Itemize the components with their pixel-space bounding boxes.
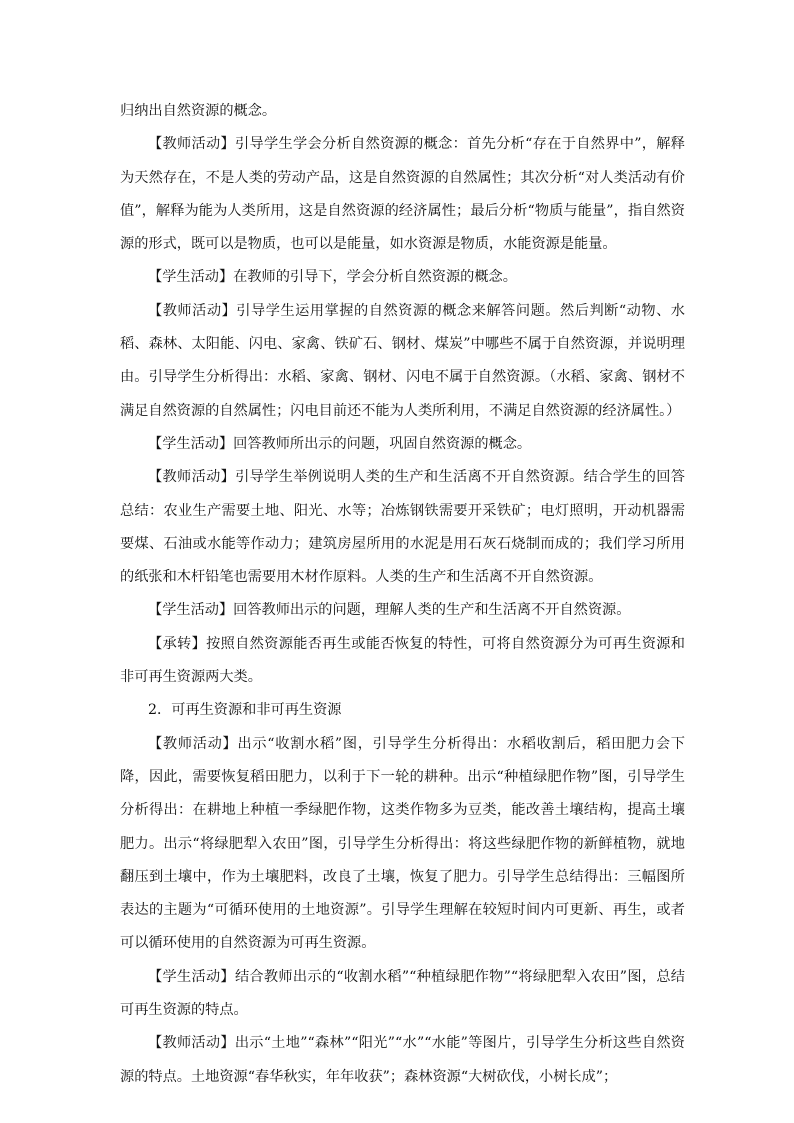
paragraph-11	[120, 961, 685, 1028]
paragraph-text: 回答教师所出示的问题，巩固自然资源的概念。	[233, 435, 532, 452]
paragraph-text: 回答教师出示的问题，理解人类的生产和生活离不开自然资源。	[233, 602, 631, 619]
paragraph-text: 归纳出自然资源的概念。	[120, 103, 277, 119]
activity-tag: 【学生活动】	[148, 435, 234, 452]
paragraph-1	[120, 95, 685, 128]
paragraph-text: 按照自然资源能否再生或能否恢复的特性，可将自然资源分为可再生资源和非可再生资源两大类。	[120, 635, 685, 686]
paragraph-3	[120, 261, 685, 294]
activity-tag: 【教师活动】	[148, 1035, 235, 1052]
paragraph-text: 引导学生举例说明人类的生产和生活离不开自然资源。结合学生的回答总结：农业生产需要土地、阳光、水等；冶炼钢铁需要开采铁矿；电灯照明，开动机器需要煤、石油或水能等作动力；建筑房屋所用的水泥是用石灰石烧制而成的；我们学习所用的纸张和木杆铅笔也需要用木材作原料。人类的生产和生活离不开自然资源。	[120, 469, 685, 586]
activity-tag: 【教师活动】	[148, 735, 238, 752]
activity-tag: 【教师活动】	[148, 469, 236, 486]
paragraph-6	[120, 461, 685, 594]
document-body	[120, 95, 685, 1094]
activity-tag: 【教师活动】	[148, 302, 237, 319]
activity-tag: 【学生活动】	[148, 269, 234, 286]
paragraph-text: 出示“土地”“森林”“阳光”“水”“水能”等图片，引导学生分析这些自然资源的特点。土地资源“春华秋实，年年收获”；森林资源“大树砍伐，小树长成”；	[120, 1035, 685, 1085]
section-heading-text: 2．可再生资源和非可再生资源	[148, 702, 342, 719]
activity-tag: 【教师活动】	[148, 136, 236, 153]
paragraph-text: 引导学生学会分析自然资源的概念：首先分析“存在于自然界中”，解释为天然存在，不是人类的劳动产品，这是自然资源的自然属性；其次分析“对人类活动有价值”，解释为能为人类所用，这是自然资源的经济属性；最后分析“物质与能量”，指自然资源的形式，既可以是物质，也可以是能量，如水资源是物质，水能资源是能量。	[120, 136, 685, 253]
paragraph-8	[120, 628, 685, 695]
paragraph-2	[120, 128, 685, 261]
paragraph-10	[120, 728, 685, 961]
paragraph-7	[120, 594, 685, 627]
paragraph-4	[120, 295, 685, 428]
paragraph-text: 出示“收割水稻”图，引导学生分析得出：水稻收割后，稻田肥力会下降，因此，需要恢复稻田肥力，以利于下一轮的耕种。出示“种植绿肥作物”图，引导学生分析得出：在耕地上种植一季绿肥作物，这类作物多为豆类，能改善土壤结构，提高土壤肥力。出示“将绿肥犁入农田”图，引导学生分析得出：将这些绿肥作物的新鲜植物，就地翻压到土壤中，作为土壤肥料，改良了土壤，恢复了肥力。引导学生总结得出：三幅图所表达的主题为“可循环使用的土地资源”。引导学生理解在较短时间内可更新、再生，或者可以循环使用的自然资源为可再生资源。	[120, 735, 685, 952]
paragraph-text: 在教师的引导下，学会分析自然资源的概念。	[233, 269, 517, 286]
paragraph-text: 引导学生运用掌握的自然资源的概念来解答问题。然后判断“动物、水稻、森林、太阳能、闪电、家禽、铁矿石、钢材、煤炭”中哪些不属于自然资源，并说明理由。引导学生分析得出：水稻、家禽、钢材、闪电不属于自然资源。（水稻、家禽、钢材不满足自然资源的自然属性；闪电目前还不能为人类所利用，不满足自然资源的经济属性。）	[120, 302, 685, 419]
paragraph-12	[120, 1027, 685, 1094]
transition-tag: 【承转】	[148, 635, 207, 652]
paragraph-5	[120, 428, 685, 461]
activity-tag: 【学生活动】	[148, 968, 235, 985]
section-heading	[120, 694, 685, 727]
paragraph-text: 结合教师出示的“收割水稻”“种植绿肥作物”“将绿肥犁入农田”图，总结可再生资源的特点。	[120, 968, 685, 1019]
activity-tag: 【学生活动】	[148, 602, 234, 619]
